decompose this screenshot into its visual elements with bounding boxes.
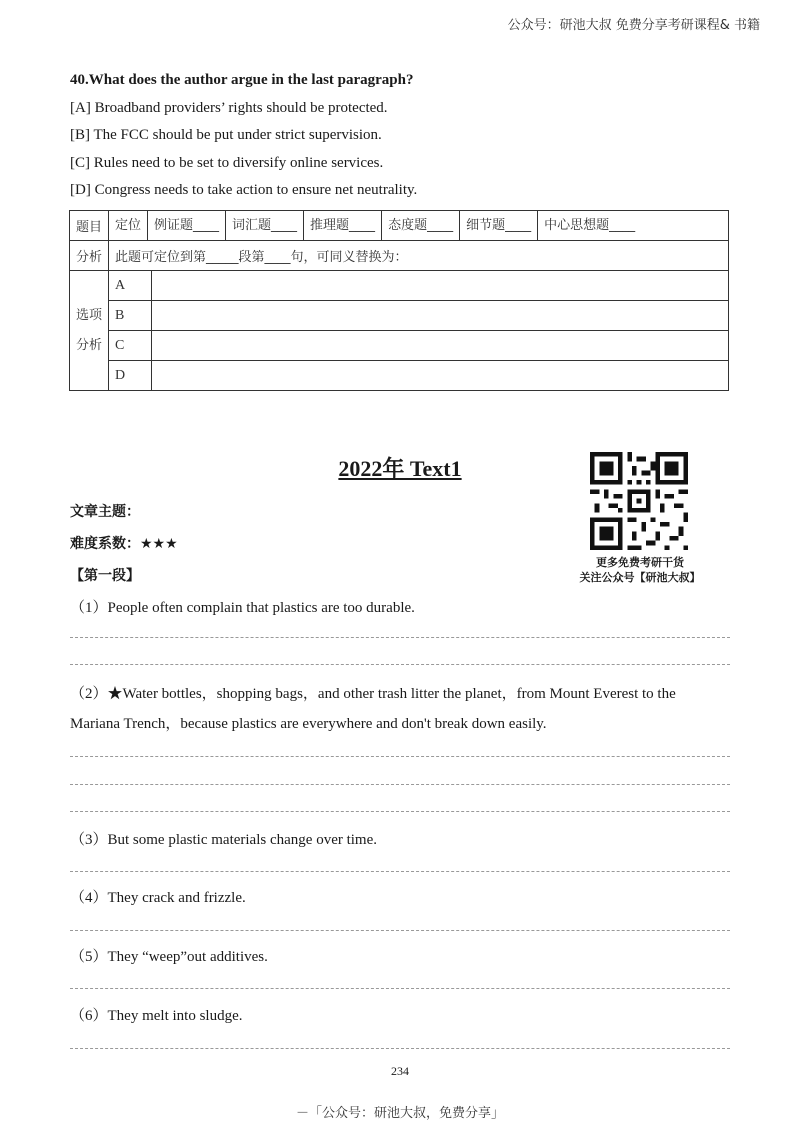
difficulty-label: 难度系数：★★★ [70, 536, 178, 552]
question-type-row [109, 211, 729, 241]
sentence-5: （5）They “weep”out additives. [70, 949, 268, 965]
answer-line[interactable] [70, 637, 730, 638]
option-analysis-cell-a[interactable] [152, 271, 729, 301]
option-d: [D] Congress needs to take action to ensure net neutrality. [70, 182, 418, 198]
qr-caption-line2: 关注公众号【研池大叔】 [579, 571, 701, 584]
qr-code-icon [590, 452, 688, 550]
qr-caption-line1: 更多免费考研干货 [596, 556, 684, 569]
answer-line[interactable] [70, 930, 730, 931]
option-analysis-cell-c[interactable] [152, 331, 729, 361]
option-b: [B] The FCC should be put under strict supervision. [70, 127, 382, 143]
sentence-4: （4）They crack and frizzle. [70, 890, 246, 906]
option-analysis-cell-d[interactable] [152, 361, 729, 391]
page-number: 234 [391, 1064, 409, 1078]
answer-line[interactable] [70, 988, 730, 989]
option-letter-c: C [109, 331, 152, 361]
option-letter-a: A [109, 271, 152, 301]
answer-line[interactable] [70, 664, 730, 665]
paragraph-label: 【第一段】 [70, 568, 140, 584]
analysis-table [69, 210, 729, 391]
watermark-footer: －「公众号：研池大叔，免费分享」 [295, 1106, 504, 1121]
qr-caption [560, 555, 720, 585]
sentence-2: （2）★Water bottles，shopping bags，and other trash litter the planet，from Mount Everest to the [70, 686, 676, 702]
table-side-label: 题目 [70, 211, 109, 241]
sentence-6: （6）They melt into sludge. [70, 1008, 243, 1024]
question-title: 40.What does the author argue in the last paragraph? [70, 72, 414, 88]
option-a: [A] Broadband providers’ rights should be protected. [70, 100, 388, 116]
type-example: 例证题____ [148, 211, 226, 240]
type-inference: 推理题____ [304, 211, 382, 240]
sentence-1: （1）People often complain that plastics are too durable. [70, 600, 415, 616]
table-side-label: 分析 [70, 241, 109, 271]
watermark-header: 公众号：研池大叔 免费分享考研课程& 书籍 [507, 18, 760, 33]
answer-line[interactable] [70, 871, 730, 872]
locate-prompt: 此题可定位到第_____段第____句，可同义替换为： [109, 241, 729, 271]
option-side-line1: 选项 [75, 307, 102, 323]
type-attitude: 态度题____ [382, 211, 460, 240]
option-letter-b: B [109, 301, 152, 331]
answer-line[interactable] [70, 811, 730, 812]
type-main-idea: 中心思想题____ [544, 218, 636, 233]
type-detail: 细节题____ [460, 211, 538, 240]
option-letter-d: D [109, 361, 152, 391]
sentence-3: （3）But some plastic materials change over time. [70, 832, 378, 848]
answer-line[interactable] [70, 1048, 730, 1049]
type-locate: 定位 [109, 211, 148, 240]
option-analysis-label [70, 271, 109, 391]
type-vocabulary: 词汇题____ [226, 211, 304, 240]
section-title-text: 2022年 Text1 [338, 456, 462, 481]
option-analysis-cell-b[interactable] [152, 301, 729, 331]
answer-line[interactable] [70, 784, 730, 785]
sentence-2-cont: Mariana Trench，because plastics are everywhere and don't break down easily. [70, 716, 547, 732]
topic-label: 文章主题： [70, 504, 140, 520]
option-side-line2: 分析 [75, 337, 102, 353]
answer-line[interactable] [70, 756, 730, 757]
option-c: [C] Rules need to be set to diversify online services. [70, 155, 384, 171]
